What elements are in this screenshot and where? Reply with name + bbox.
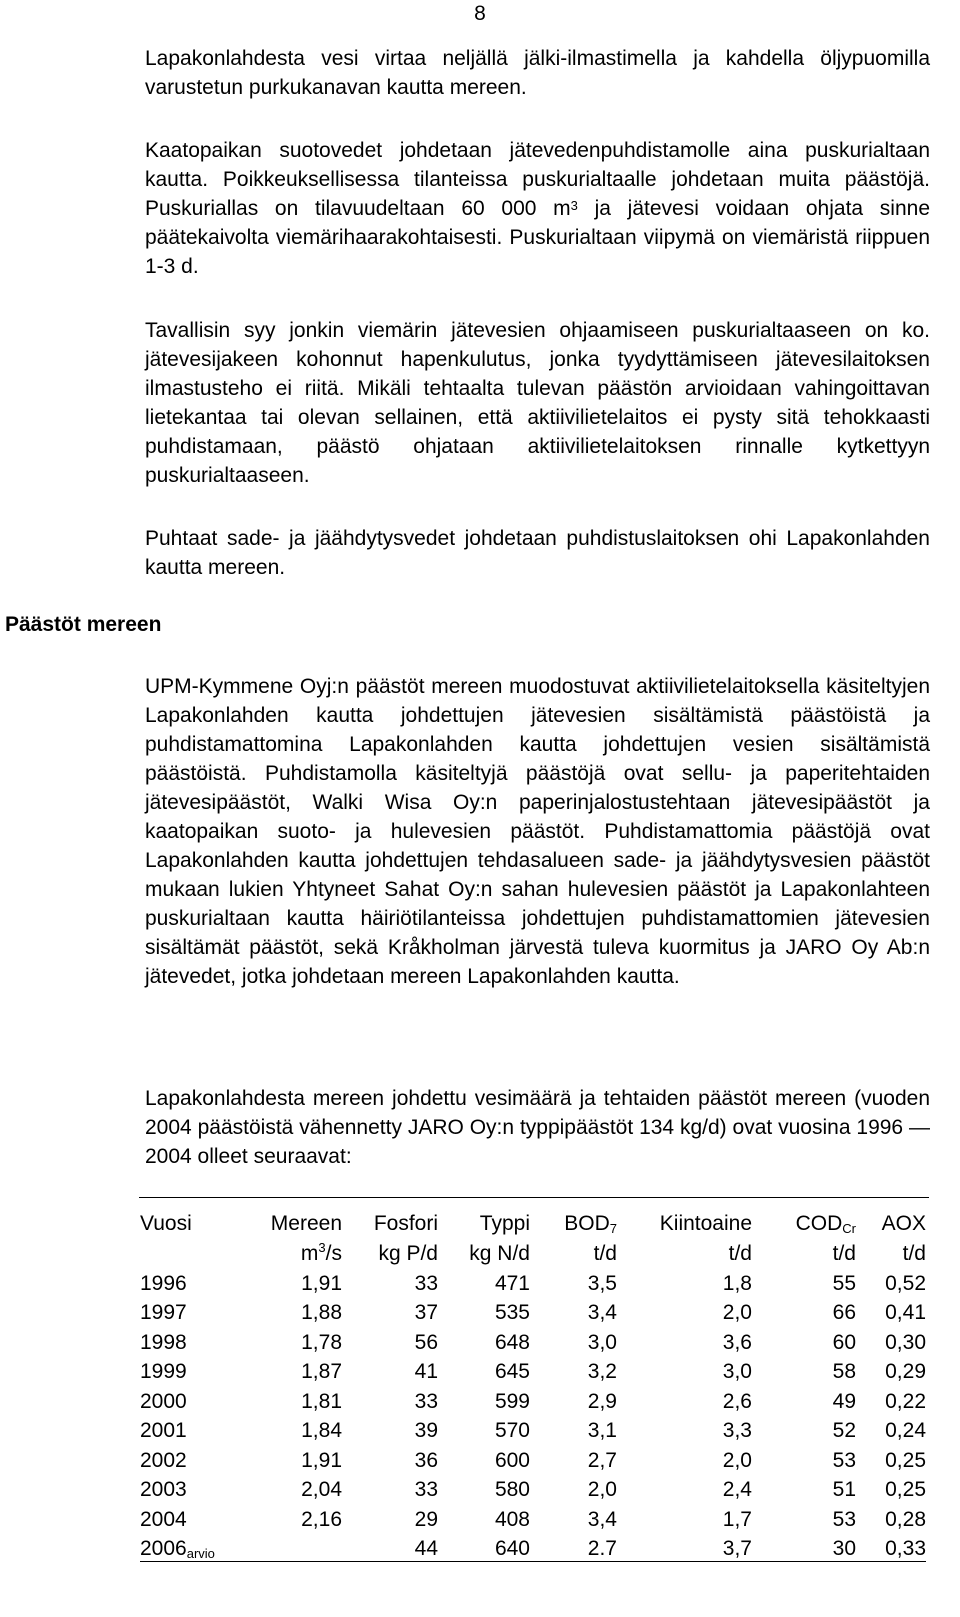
unit-mereen (240, 1236, 342, 1266)
cell-cod: 58 (832, 1360, 856, 1383)
cell-aox: 0,25 (885, 1448, 926, 1472)
year-value: 2002 (140, 1448, 187, 1472)
header-cod-sub: Cr (842, 1221, 856, 1236)
cell-cod: 55 (832, 1271, 856, 1295)
cell-mereen: 1,88 (301, 1301, 342, 1324)
cell-aox: 0,41 (885, 1301, 926, 1324)
table-row (140, 1414, 926, 1444)
cell-year (140, 1355, 240, 1385)
year-value: 2000 (140, 1389, 187, 1413)
header-aox: AOX (881, 1212, 926, 1235)
table-row (140, 1473, 926, 1503)
cell-mereen: 2,04 (301, 1478, 342, 1501)
table-unit-row (140, 1236, 926, 1266)
unit-kiintoaine: t/d (728, 1242, 752, 1265)
cell-bod: 2,9 (587, 1389, 617, 1413)
table-row (140, 1443, 926, 1473)
cell-aox: 0,30 (885, 1330, 926, 1354)
year-value: 2006 (140, 1536, 187, 1560)
paragraph-text: Kaatopaikan suotovedet johdetaan jätevedenpuhdistamolle aina puskurialtaan kautta. Poikkeuksellisessa tilanteissa puskurialtaalle johdetaan muita päästöjä. Puskuriallas on tilavuudeltaan 60 000 m (145, 139, 930, 220)
cell-aox: 0,24 (885, 1419, 926, 1442)
table-row (140, 1532, 926, 1562)
cell-kiintoaine: 1,7 (722, 1507, 752, 1531)
cell-mereen: 2,16 (301, 1507, 342, 1531)
year-value: 1999 (140, 1360, 187, 1383)
unit-typpi: kg N/d (469, 1242, 530, 1265)
cell-mereen: 1,91 (301, 1271, 342, 1295)
header-bod-main: BOD (564, 1212, 610, 1235)
cell-bod: 3,4 (587, 1507, 617, 1531)
cell-fosfori: 33 (414, 1271, 438, 1295)
unit-cod: t/d (832, 1242, 856, 1265)
cell-year (140, 1384, 240, 1414)
header-cod (752, 1206, 856, 1236)
cell-aox: 0,25 (885, 1478, 926, 1501)
table-row (140, 1266, 926, 1296)
header-vuosi: Vuosi (140, 1212, 192, 1235)
cell-mereen: 1,81 (301, 1389, 342, 1413)
cell-bod: 3,0 (587, 1330, 617, 1354)
header-cod-main: COD (795, 1212, 843, 1235)
unit-mereen-end: /s (325, 1242, 342, 1265)
table-row (140, 1296, 926, 1326)
cell-typpi: 580 (494, 1478, 530, 1501)
cell-cod: 53 (832, 1507, 856, 1531)
header-mereen: Mereen (270, 1212, 342, 1235)
year-value: 2004 (140, 1507, 187, 1531)
cell-typpi: 640 (494, 1536, 530, 1560)
table-row (140, 1325, 926, 1355)
cell-typpi: 599 (494, 1389, 530, 1413)
year-value: 1996 (140, 1271, 187, 1295)
paragraph-clean-water: Puhtaat sade- ja jäähdytysvedet johdetaan puhdistuslaitoksen ohi Lapakonlahden kautta mereen. (145, 527, 930, 579)
cell-mereen: 1,87 (301, 1360, 342, 1383)
cell-cod: 53 (832, 1448, 856, 1472)
header-fosfori: Fosfori (373, 1212, 438, 1235)
table-row (140, 1502, 926, 1532)
cell-aox: 0,22 (885, 1389, 926, 1413)
paragraph-buffer-basin (145, 136, 930, 281)
cell-typpi: 600 (494, 1448, 530, 1472)
cell-mereen: 1,84 (301, 1419, 342, 1442)
cell-aox: 0,52 (885, 1271, 926, 1295)
cell-year (140, 1502, 240, 1532)
header-bod-sub: 7 (609, 1221, 617, 1236)
header-kiintoaine: Kiintoaine (659, 1212, 752, 1235)
cell-aox: 0,28 (885, 1507, 926, 1531)
paragraph-text: ja jätevesi voidaan ohjata sinne päätekaivolta viemärihaarakohtaisesti. Puskurialtaan viipymä on viemäristä riippuen 1-3 d. (145, 197, 931, 278)
cell-kiintoaine: 3,6 (722, 1330, 752, 1354)
table-row (140, 1384, 926, 1414)
year-value: 1997 (140, 1301, 187, 1324)
unit-mereen-base: m (300, 1242, 319, 1265)
cell-typpi: 535 (494, 1301, 530, 1324)
cell-year (140, 1325, 240, 1355)
cell-year (140, 1473, 240, 1503)
cell-bod: 2.7 (587, 1536, 617, 1560)
unit-vuosi (140, 1236, 240, 1266)
emissions-table (140, 1206, 926, 1562)
year-note: arvio (186, 1545, 215, 1561)
cell-kiintoaine: 2,6 (722, 1389, 752, 1413)
table-top-rule (139, 1197, 929, 1198)
cell-bod: 2,7 (587, 1448, 617, 1472)
cell-fosfori: 33 (414, 1389, 438, 1413)
cell-bod: 3,2 (587, 1360, 617, 1383)
cell-kiintoaine: 2,0 (722, 1301, 752, 1324)
cell-year (140, 1296, 240, 1326)
cell-bod: 3,5 (587, 1271, 617, 1295)
cell-typpi: 645 (494, 1360, 530, 1383)
unit-aox: t/d (902, 1242, 926, 1265)
cell-typpi: 408 (494, 1507, 530, 1531)
year-value: 2003 (140, 1478, 187, 1501)
cell-typpi: 648 (494, 1330, 530, 1354)
paragraph-table-intro: Lapakonlahdesta mereen johdettu vesimäärä ja tehtaiden päästöt mereen (vuoden 2004 päästöistä vähennetty JARO Oy:n typpipäästöt 134 kg/d) ovat vuosina 1996 — 2004 olleet seuraavat: (145, 1087, 930, 1168)
cell-kiintoaine: 1,8 (722, 1271, 752, 1295)
cell-kiintoaine: 3,0 (722, 1360, 752, 1383)
cell-cod: 30 (832, 1536, 856, 1560)
cell-cod: 52 (832, 1419, 856, 1442)
cell-year (140, 1443, 240, 1473)
cell-aox: 0,29 (885, 1360, 926, 1383)
cell-bod: 3,4 (587, 1301, 617, 1324)
paragraph-emissions-sources: UPM-Kymmene Oyj:n päästöt mereen muodostuvat aktiivilietelaitoksella käsiteltyjen Lapakonlahden kautta johdettujen jätevesien sisältämistä päästöistä ja puhdistamattomina Lapakonlahden kautta johdettujen vesien sisältämistä päästöistä. Puhdistamolla käsiteltyjä päästöjä ovat sellu- ja paperitehtaiden jätevesipäästöt, Walki Wisa Oy:n paperinjalostustehtaan jätevesipäästöt ja kaatopaikan suoto- ja hulevesien päästöt. Puhdistamattomia päästöjä ovat Lapakonlahden kautta johdettujen tehdasalueen sade- ja jäähdytysvesien päästöt mukaan lukien Yhtyneet Sahat Oy:n sahan hulevesien päästöt ja Lapakonlahteen puskurialtaan kautta häiriötilanteissa johdettujen puhdistamattomien jätevesien sisältämät päästöt, sekä Kråkholman järvestä tuleva kuormitus ja JARO Oy Ab:n jätevedet, jotka johdetaan mereen Lapakonlahden kautta. (145, 675, 930, 988)
cell-cod: 49 (832, 1389, 856, 1413)
side-heading: Päästöt mereen (5, 613, 162, 636)
cell-fosfori: 36 (414, 1448, 438, 1472)
cell-cod: 60 (832, 1330, 856, 1354)
page-number: 8 (474, 2, 486, 25)
unit-mereen-sup: 3 (318, 1240, 326, 1255)
cell-mereen: 1,91 (301, 1448, 342, 1472)
cell-fosfori: 37 (414, 1301, 438, 1324)
paragraph-outlet-channel: Lapakonlahdesta vesi virtaa neljällä jälki-ilmastimella ja kahdella öljypuomilla varustetun purkukanavan kautta mereen. (145, 47, 930, 99)
cell-mereen (240, 1532, 342, 1562)
cell-cod: 66 (832, 1301, 856, 1324)
unit-bod: t/d (593, 1242, 617, 1265)
table-header-row (140, 1206, 926, 1236)
cell-fosfori: 41 (414, 1360, 438, 1383)
cell-aox: 0,33 (885, 1536, 926, 1560)
cell-year (140, 1266, 240, 1296)
header-bod (530, 1206, 617, 1236)
cell-typpi: 570 (494, 1419, 530, 1442)
paragraph-diversion-reason: Tavallisin syy jonkin viemärin jätevesien ohjaamiseen puskurialtaaseen on ko. jätevesijakeen kohonnut hapenkulutus, jonka tyydyttämiseen jätevesilaitoksen ilmastusteho ei riitä. Mikäli tehtaalta tulevan päästön arvioidaan vahingoittavan lietekantaa tai olevan sellainen, että aktiivilietelaitos ei pysty sitä tehokkaasti puhdistamaan, päästö ohjataan aktiivilietelaitoksen rinnalle kytkettyyn puskurialtaaseen. (145, 319, 930, 487)
cell-kiintoaine: 3,3 (722, 1419, 752, 1442)
cell-bod: 2,0 (587, 1478, 617, 1501)
year-value: 2001 (140, 1419, 187, 1442)
superscript: 3 (570, 198, 578, 213)
cell-fosfori: 44 (414, 1536, 438, 1560)
cell-year (140, 1414, 240, 1444)
cell-kiintoaine: 3,7 (722, 1536, 752, 1560)
cell-cod: 51 (832, 1478, 856, 1501)
cell-typpi: 471 (494, 1271, 530, 1295)
cell-mereen: 1,78 (301, 1330, 342, 1354)
cell-kiintoaine: 2,0 (722, 1448, 752, 1472)
cell-bod: 3,1 (587, 1419, 617, 1442)
table-row (140, 1355, 926, 1385)
cell-fosfori: 39 (414, 1419, 438, 1442)
unit-fosfori: kg P/d (378, 1242, 438, 1265)
header-typpi: Typpi (479, 1212, 530, 1235)
cell-kiintoaine: 2,4 (722, 1478, 752, 1501)
year-value: 1998 (140, 1330, 187, 1354)
cell-fosfori: 56 (414, 1330, 438, 1354)
cell-fosfori: 29 (414, 1507, 438, 1531)
cell-fosfori: 33 (414, 1478, 438, 1501)
cell-year (140, 1532, 240, 1562)
